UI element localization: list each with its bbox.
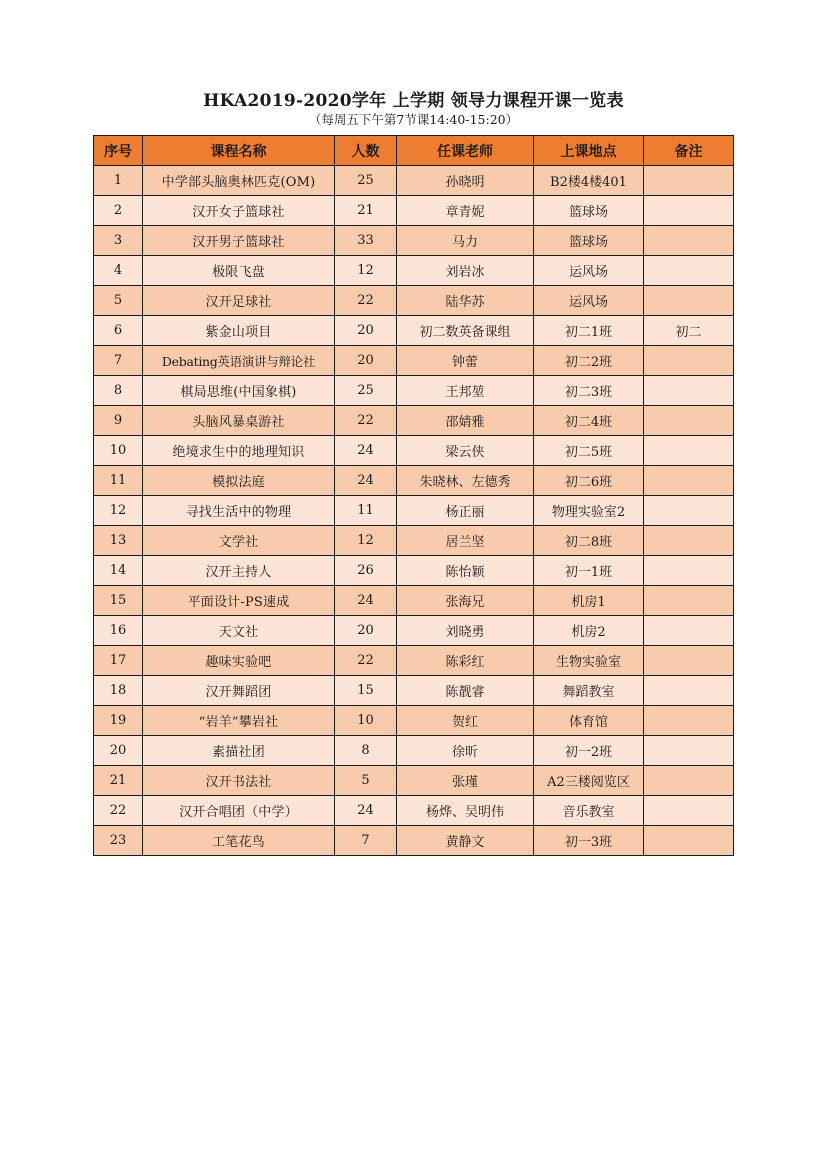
table-row <box>94 766 734 796</box>
header-notes: 备注 <box>644 136 734 166</box>
cell-enrollment: 20 <box>335 316 397 346</box>
cell-enrollment: 24 <box>335 586 397 616</box>
table-row <box>94 226 734 256</box>
cell-enrollment: 20 <box>335 346 397 376</box>
cell-teacher: 徐昕 <box>397 736 534 766</box>
cell-notes <box>644 406 734 436</box>
cell-enrollment: 33 <box>335 226 397 256</box>
cell-course-name: Debating英语演讲与辩论社 <box>143 346 335 376</box>
cell-location: 机房1 <box>534 586 644 616</box>
table-row <box>94 646 734 676</box>
table-row <box>94 826 734 856</box>
cell-teacher: 杨正丽 <box>397 496 534 526</box>
cell-enrollment: 24 <box>335 466 397 496</box>
table-row <box>94 676 734 706</box>
table-row <box>94 496 734 526</box>
cell-enrollment: 20 <box>335 616 397 646</box>
cell-location: 初二8班 <box>534 526 644 556</box>
cell-course-name: 寻找生活中的物理 <box>143 496 335 526</box>
cell-course-name: 中学部头脑奥林匹克(OM) <box>143 166 335 196</box>
cell-teacher: 陈怡颖 <box>397 556 534 586</box>
cell-index: 5 <box>94 286 143 316</box>
header-index: 序号 <box>94 136 143 166</box>
cell-index: 4 <box>94 256 143 286</box>
table-row <box>94 256 734 286</box>
cell-enrollment: 10 <box>335 706 397 736</box>
cell-teacher: 贺红 <box>397 706 534 736</box>
cell-course-name: 平面设计-PS速成 <box>143 586 335 616</box>
cell-index: 11 <box>94 466 143 496</box>
cell-index: 22 <box>94 796 143 826</box>
cell-index: 9 <box>94 406 143 436</box>
header-course-name: 课程名称 <box>143 136 335 166</box>
cell-location: 篮球场 <box>534 196 644 226</box>
cell-location: 初一2班 <box>534 736 644 766</box>
cell-notes <box>644 586 734 616</box>
header-enrollment: 人数 <box>335 136 397 166</box>
cell-index: 17 <box>94 646 143 676</box>
cell-teacher: 黄静文 <box>397 826 534 856</box>
cell-enrollment: 24 <box>335 436 397 466</box>
cell-teacher: 初二数英备课组 <box>397 316 534 346</box>
cell-notes <box>644 256 734 286</box>
header-location: 上课地点 <box>534 136 644 166</box>
cell-teacher: 陈靓睿 <box>397 676 534 706</box>
table-row <box>94 166 734 196</box>
cell-enrollment: 7 <box>335 826 397 856</box>
cell-notes <box>644 706 734 736</box>
cell-index: 10 <box>94 436 143 466</box>
cell-enrollment: 22 <box>335 646 397 676</box>
cell-notes <box>644 766 734 796</box>
cell-index: 13 <box>94 526 143 556</box>
cell-teacher: 刘晓勇 <box>397 616 534 646</box>
cell-teacher: 陈彩红 <box>397 646 534 676</box>
cell-notes <box>644 466 734 496</box>
cell-enrollment: 21 <box>335 196 397 226</box>
cell-location: 初二6班 <box>534 466 644 496</box>
cell-enrollment: 11 <box>335 496 397 526</box>
cell-index: 8 <box>94 376 143 406</box>
cell-course-name: 汉开足球社 <box>143 286 335 316</box>
table-row <box>94 526 734 556</box>
cell-course-name: 紫金山项目 <box>143 316 335 346</box>
header-teacher: 任课老师 <box>397 136 534 166</box>
cell-notes <box>644 436 734 466</box>
table-row <box>94 796 734 826</box>
cell-location: 体育馆 <box>534 706 644 736</box>
cell-course-name: 绝境求生中的地理知识 <box>143 436 335 466</box>
cell-teacher: 梁云侠 <box>397 436 534 466</box>
table-row <box>94 406 734 436</box>
table-row <box>94 616 734 646</box>
cell-teacher: 孙晓明 <box>397 166 534 196</box>
cell-notes <box>644 736 734 766</box>
cell-teacher: 居兰坚 <box>397 526 534 556</box>
cell-teacher: 刘岩冰 <box>397 256 534 286</box>
cell-index: 14 <box>94 556 143 586</box>
cell-location: 舞蹈教室 <box>534 676 644 706</box>
cell-enrollment: 26 <box>335 556 397 586</box>
cell-location: 初一3班 <box>534 826 644 856</box>
cell-course-name: 汉开舞蹈团 <box>143 676 335 706</box>
cell-location: 运风场 <box>534 286 644 316</box>
cell-notes <box>644 796 734 826</box>
cell-notes <box>644 526 734 556</box>
cell-location: 初二1班 <box>534 316 644 346</box>
cell-notes <box>644 196 734 226</box>
cell-teacher: 马力 <box>397 226 534 256</box>
cell-location: 运风场 <box>534 256 644 286</box>
cell-index: 21 <box>94 766 143 796</box>
table-row <box>94 586 734 616</box>
cell-notes <box>644 556 734 586</box>
cell-location: 初二4班 <box>534 406 644 436</box>
cell-course-name: 文学社 <box>143 526 335 556</box>
cell-location: 生物实验室 <box>534 646 644 676</box>
cell-teacher: 钟蕾 <box>397 346 534 376</box>
cell-enrollment: 8 <box>335 736 397 766</box>
table-row <box>94 436 734 466</box>
cell-notes <box>644 496 734 526</box>
cell-notes <box>644 286 734 316</box>
cell-location: B2楼4楼401 <box>534 166 644 196</box>
table-header-row <box>94 136 734 166</box>
cell-notes <box>644 226 734 256</box>
cell-teacher: 邵婧雅 <box>397 406 534 436</box>
cell-index: 18 <box>94 676 143 706</box>
cell-location: 初一1班 <box>534 556 644 586</box>
cell-teacher: 张瑾 <box>397 766 534 796</box>
cell-enrollment: 5 <box>335 766 397 796</box>
course-table <box>93 135 734 856</box>
table-row <box>94 316 734 346</box>
cell-course-name: 模拟法庭 <box>143 466 335 496</box>
cell-location: 初二3班 <box>534 376 644 406</box>
cell-index: 6 <box>94 316 143 346</box>
cell-course-name: 汉开女子篮球社 <box>143 196 335 226</box>
cell-location: 初二2班 <box>534 346 644 376</box>
cell-teacher: 陆华苏 <box>397 286 534 316</box>
cell-enrollment: 25 <box>335 376 397 406</box>
cell-enrollment: 24 <box>335 796 397 826</box>
cell-teacher: 张海兄 <box>397 586 534 616</box>
cell-index: 16 <box>94 616 143 646</box>
page-subtitle: （每周五下午第7节课14:40-15:20） <box>308 112 519 127</box>
cell-teacher: 王邦堃 <box>397 376 534 406</box>
cell-enrollment: 22 <box>335 406 397 436</box>
cell-notes <box>644 616 734 646</box>
cell-notes <box>644 166 734 196</box>
cell-enrollment: 12 <box>335 256 397 286</box>
cell-teacher: 章青妮 <box>397 196 534 226</box>
table-row <box>94 466 734 496</box>
table-row <box>94 706 734 736</box>
cell-location: A2三楼阅览区 <box>534 766 644 796</box>
cell-course-name: 棋局思维(中国象棋) <box>143 376 335 406</box>
cell-notes <box>644 376 734 406</box>
cell-index: 3 <box>94 226 143 256</box>
cell-enrollment: 12 <box>335 526 397 556</box>
cell-course-name: 汉开主持人 <box>143 556 335 586</box>
cell-index: 23 <box>94 826 143 856</box>
cell-location: 机房2 <box>534 616 644 646</box>
cell-location: 篮球场 <box>534 226 644 256</box>
cell-teacher: 杨烨、吴明伟 <box>397 796 534 826</box>
cell-course-name: 极限飞盘 <box>143 256 335 286</box>
cell-course-name: “岩羊”攀岩社 <box>143 706 335 736</box>
cell-index: 20 <box>94 736 143 766</box>
table-row <box>94 346 734 376</box>
cell-notes <box>644 826 734 856</box>
cell-enrollment: 25 <box>335 166 397 196</box>
cell-notes <box>644 346 734 376</box>
page-title: HKA2019-2020学年 上学期 领导力课程开课一览表 <box>203 91 624 111</box>
cell-index: 7 <box>94 346 143 376</box>
cell-index: 15 <box>94 586 143 616</box>
cell-course-name: 趣味实验吧 <box>143 646 335 676</box>
cell-course-name: 汉开合唱团（中学） <box>143 796 335 826</box>
cell-teacher: 朱晓林、左德秀 <box>397 466 534 496</box>
cell-course-name: 汉开书法社 <box>143 766 335 796</box>
cell-location: 初二5班 <box>534 436 644 466</box>
cell-index: 12 <box>94 496 143 526</box>
cell-course-name: 素描社团 <box>143 736 335 766</box>
cell-enrollment: 15 <box>335 676 397 706</box>
cell-notes <box>644 676 734 706</box>
cell-location: 物理实验室2 <box>534 496 644 526</box>
table-row <box>94 196 734 226</box>
table-row <box>94 556 734 586</box>
cell-course-name: 汉开男子篮球社 <box>143 226 335 256</box>
cell-notes <box>644 646 734 676</box>
cell-enrollment: 22 <box>335 286 397 316</box>
cell-index: 1 <box>94 166 143 196</box>
cell-index: 19 <box>94 706 143 736</box>
cell-course-name: 天文社 <box>143 616 335 646</box>
cell-notes: 初二 <box>644 316 734 346</box>
cell-course-name: 头脑风暴桌游社 <box>143 406 335 436</box>
cell-location: 音乐教室 <box>534 796 644 826</box>
cell-course-name: 工笔花鸟 <box>143 826 335 856</box>
cell-index: 2 <box>94 196 143 226</box>
table-row <box>94 736 734 766</box>
table-row <box>94 376 734 406</box>
table-row <box>94 286 734 316</box>
